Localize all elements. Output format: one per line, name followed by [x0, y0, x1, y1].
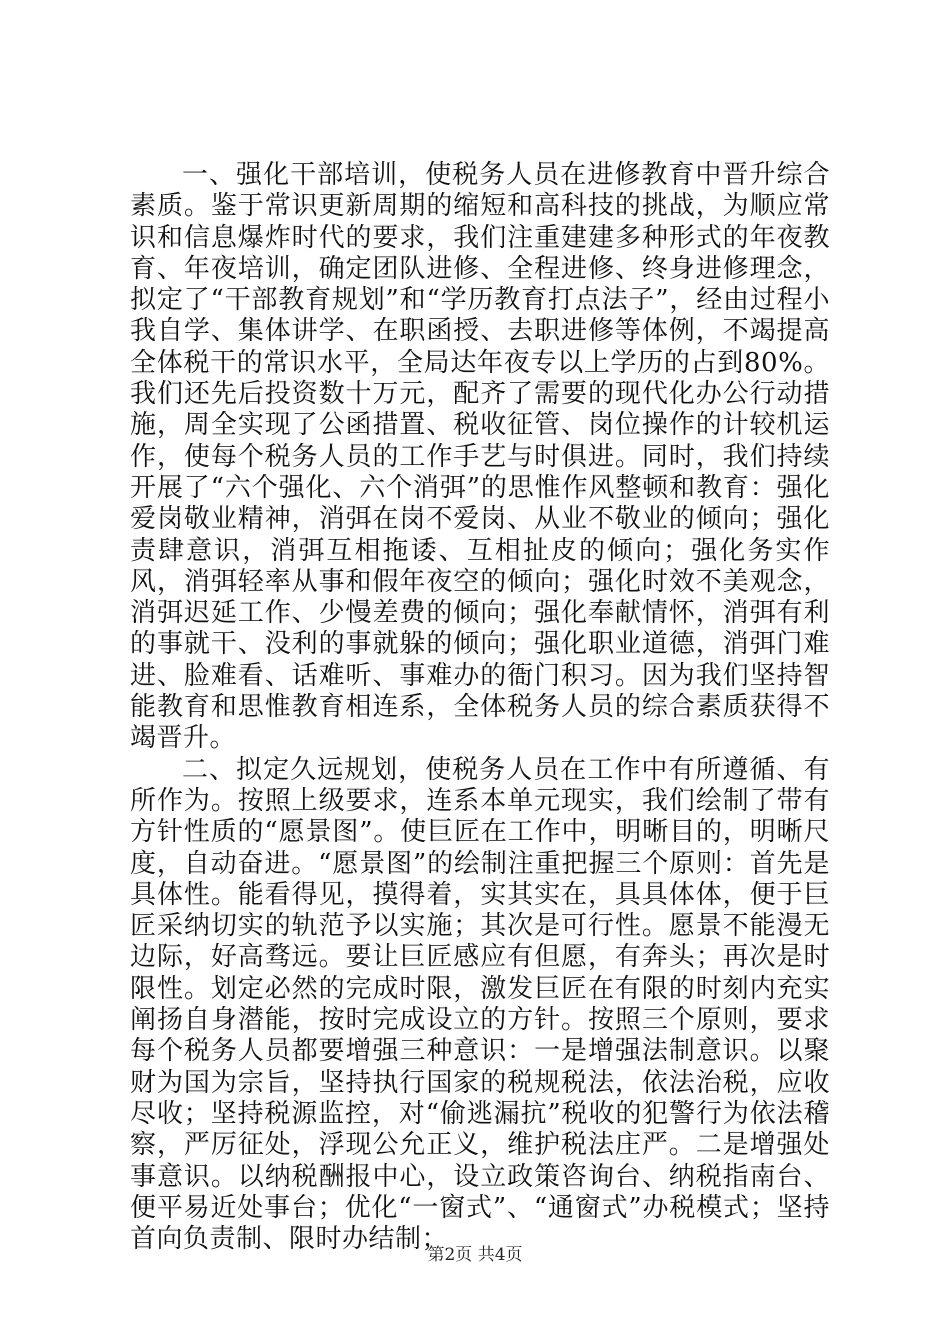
paragraph-1: 一、强化干部培训，使税务人员在进修教育中晋升综合素质。鉴于常识更新周期的缩短和高科技的挑战，为顺应常识和信息爆炸时代的要求，我们注重建建多种形式的年夜教育、年夜培训，确定团队进修、全程进修、终身进修理念，拟定了“干部教育规划”和“学历教育打点法子”，经由过程小我自学、集体讲学、在职函授、去职进修等体例，不竭提高全体税干的常识水平，全局达年夜专以上学历的占到80%。我们还先后投资数十万元，配齐了需要的现代化办公行动措施，周全实现了公函措置、税收征管、岗位操作的计较机运作，使每个税务人员的工作手艺与时俱进。同时，我们持续开展了“六个强化、六个消弭”的思惟作风整顿和教育：强化爱岗敬业精神，消弭在岗不爱岗、从业不敬业的倾向；强化责肆意识，消弭互相拖诿、互相扯皮的倾向；强化务实作风，消弭轻率从事和假年夜空的倾向；强化时效不美观念，消弭迟延工作、少慢差费的倾向；强化奉献情怀，消弭有利的事就干、没利的事就躲的倾向；强化职业道德，消弭门难进、脸难看、话难听、事难办的衙门积习。因为我们坚持智能教育和思惟教育相连系，全体税务人员的综合素质获得不竭晋升。 — [130, 160, 830, 754]
page-footer: 第2页 共4页 — [427, 1245, 523, 1265]
paragraph-2: 二、拟定久远规划，使税务人员在工作中有所遵循、有所作为。按照上级要求，连系本单元现实，我们绘制了带有方针性质的“愿景图”。使巨匠在工作中，明晰目的，明晰尺度，自动奋进。“愿景图”的绘制注重把握三个原则：首先是具体性。能看得见，摸得着，实其实在，具具体体，便于巨匠采纳切实的轨范予以实施；其次是可行性。愿景不能漫无边际，好高骛远。要让巨匠感应有但愿，有奔头；再次是时限性。划定必然的完成时限，激发巨匠在有限的时刻内充实阐扬自身潜能，按时完成设立的方针。按照三个原则，要求每个税务人员都要增强三种意识：一是增强法制意识。以聚财为国为宗旨，坚持执行国家的税规税法，依法治税，应收尽收；坚持税源监控，对“偷逃漏抗”税收的犯警行为依法稽察，严厉征处，浮现公允正义，维护税法庄严。二是增强处事意识。以纳税酬报中心，设立政策咨询台、纳税指南台、便平易近处事台；优化“一窗式”、“通窗式”办税模式；坚持首向负责制、限时办结制； — [130, 754, 830, 1255]
document-body — [130, 160, 830, 1255]
